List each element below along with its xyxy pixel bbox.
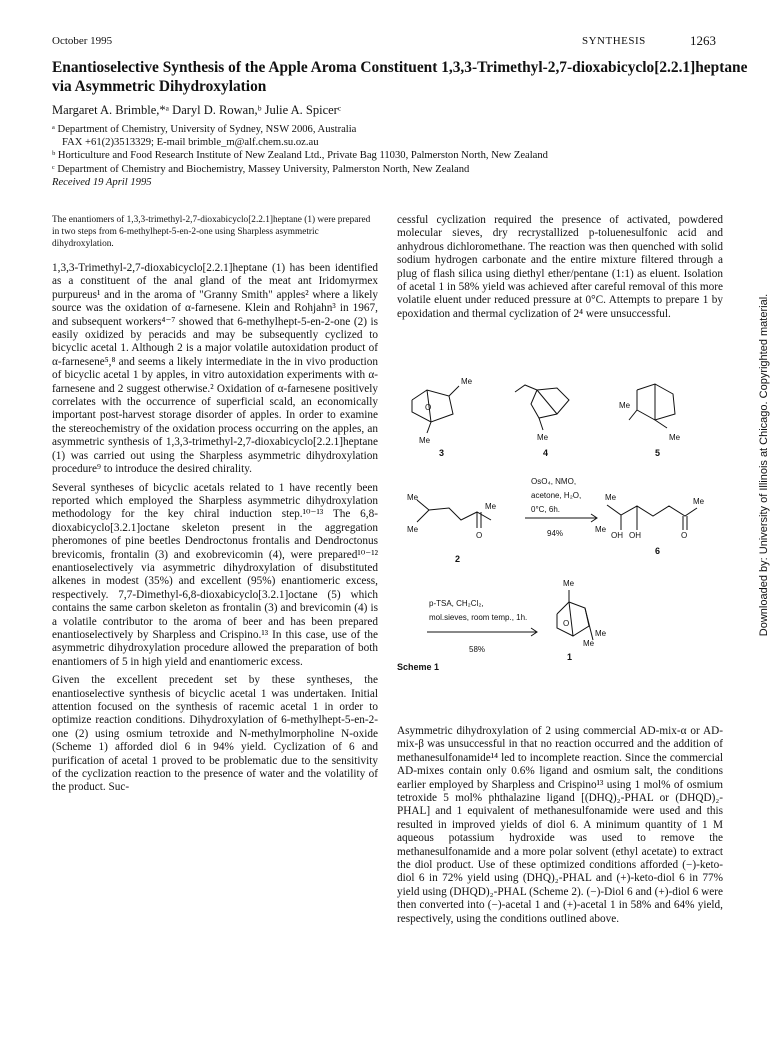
step1-reagents-3: 0°C, 6h. bbox=[531, 505, 560, 514]
step2-yield: 58% bbox=[469, 645, 486, 654]
affiliation-contact: FAX +61(2)3513329; E-mail brimble_m@alf.chem.su.oz.au bbox=[62, 137, 319, 149]
compound-number-2: 2 bbox=[455, 554, 461, 564]
received-date: Received 19 April 1995 bbox=[52, 176, 152, 188]
compound-number-5: 5 bbox=[655, 448, 661, 458]
right-column-top bbox=[397, 214, 723, 326]
step2-reagents-2: mol.sieves, room temp., 1h. bbox=[429, 613, 528, 622]
right-column-bottom bbox=[397, 725, 723, 931]
label-me-1a: Me bbox=[563, 579, 575, 588]
label-o-6: O bbox=[681, 531, 688, 540]
header-date: October 1995 bbox=[52, 35, 113, 47]
structure-2 bbox=[417, 500, 491, 528]
label-me-6b: Me bbox=[595, 525, 607, 534]
download-watermark bbox=[756, 170, 772, 760]
paragraph-cyclization: cessful cyclization required the presence of activated, powdered molecular sieves, dry recrystallized p-toluenesulfonic acid and anhydrous dichloromethane. The reaction was then quenched with solid sodium hydrogen carbonate and the entire mixture filtered through a plug of flash silica using diethyl ether/pentane (1:1) as eluent. Isolation of acetal 1 in 58% yield was achieved after careful removal of this more volatile eluent under reduced pressure at 0°C. Attempts to prepare 1 by epoxidation and thermal cyclization of 2⁴ were unsuccessful. bbox=[397, 214, 723, 320]
affiliation-a: ᵃ Department of Chemistry, University of Sydney, NSW 2006, Australia bbox=[52, 124, 357, 135]
step1-yield: 94% bbox=[547, 529, 564, 538]
paragraph-given: Given the excellent precedent set by these syntheses, the enantioselective synthesis of bicyclic acetal 1 was undertaken. Initial attention focused on the synthesis of racemic acetal 1 in order to optimize reaction conditions. Dihydroxylation of 6-methylhept-5-en-2-one (2) using osmium tetroxide and N-methylmorpholine N-oxide (Scheme 1) afforded diol 6 in 94% yield. Cyclization of 6 and purification of acetal 1 proved to be problematic due to the sensitivity of the cyclization reaction to the presence of water and the volatility of the product. Suc- bbox=[52, 674, 378, 794]
label-o-2: O bbox=[476, 531, 483, 540]
paragraph-syntheses: Several syntheses of bicyclic acetals related to 1 have recently been reported which employed the Sharpless asymmetric dihydroxylation methodology for the key chiral induction step.¹⁰⁻¹³ The 6,8-dioxabicyclo[3.2.1]octane skeleton present in the aggregation pheromones of pine beetles Dendroctonus frontalis and Dendroctonus brevicomis, frontalin (3) and exobrevicomin (4), were prepared¹⁰⁻¹² enantioselectively via asymmetric dihydroxylation of disubstituted alkenes in modest (35%) and excellent (95%) enantiomeric excess, respectively. 7,7-Dimethyl-6,8-dioxabicyclo[3.2.1]octane (5) which contains the same carbon skeleton as frontalin (3) and brevicomin (4) is a volatile contributor to the aroma of beer and has been prepared enantioselectively by Sharpless and Crispino.¹³ In this case, use of the asymmetric dihydroxylation procedure allowed the preparation of both enantiomers of 5 in high yield and enantiomeric excess. bbox=[52, 481, 378, 668]
label-me-6a: Me bbox=[605, 493, 617, 502]
label-me-2c: Me bbox=[485, 502, 497, 511]
label-o-1: O bbox=[563, 619, 570, 628]
paragraph-intro: 1,3,3-Trimethyl-2,7-dioxabicyclo[2.2.1]heptane (1) has been identified as a constituent of the anal gland of the meat ant Iridomyrmex purpureus¹ and in the aroma of "Granny Smith" apples² where a likely source was the oxidation of α-farnesene. Klein and Rohjahn³ in 1967, and subsequent workers⁴⁻⁷ showed that 6-methylhept-5-en-2-one (2) is easily oxidized by peracids and may be subsequently cyclized to bicyclic acetal 1. Although 2 is a major volatile autoxidation product of α-farnesene⁵,⁸ and seems a likely intermediate in the in vivo production of bicyclic acetal 1 by apples, in vitro autoxidation experiments with α-farnesene and 2 suggest otherwise.² Oxidation of α-farnesene positively correlates with the occurrence of superficial scald, an economically important post-harvest storage disorder of apples. In order to examine the stereochemistry of the oxidation process occurring on the apples, an asymmetric synthesis of 1,3,3-trimethyl-2,7-dioxabicyclo[2.2.1]heptane (1) was carried out using the Sharpless asymmetric dihydroxylation procedure⁹ to introduce the desired chirality. bbox=[52, 262, 378, 476]
structure-5 bbox=[629, 384, 675, 428]
paragraph-asymmetric: Asymmetric dihydroxylation of 2 using commercial AD-mix-α or AD-mix-β was unsuccessful in that no reaction occurred and the addition of methanesulfonamide¹⁴ led to incomplete reaction. Since the commercial AD-mixes contain only 0.6% ligand and osmium salt, the conditions earlier employed by Sharpless and Crispino¹³ using 1 mol% of osmium tetroxide 5 mol% phthalazine ligand [(DHQ)₂-PHAL or (DHQD)₂-PHAL] and 1 equivalent of methanesulfonamide were used and this resulted in improved yields of diol 6. A minimum quantity of 1 M aqueous potassium hydroxide was used to remove the methanesulfonamide and a more polar solvent (ethyl acetate) to extract the diol product. Use of these optimized conditions afforded (−)-keto-diol 6 in 72% yield using (DHQ)₂-PHAL and (+)-keto-diol 6 in 77% yield using (DHQD)₂-PHAL (Scheme 2). (−)-Diol 6 and (+)-diol 6 were then converted into (−)-acetal 1 and (+)-acetal 1 in 58% and 64% yield, respectively, using the conditions outlined above. bbox=[397, 725, 723, 925]
compound-number-6: 6 bbox=[655, 546, 661, 556]
step1-reagents-2: acetone, H₂O, bbox=[531, 491, 582, 500]
arrow-step-1 bbox=[525, 514, 597, 522]
authors: Margaret A. Brimble,*ᵃ Daryl D. Rowan,ᵇ Julie A. Spicerᶜ bbox=[52, 103, 342, 117]
structure-3 bbox=[412, 386, 459, 433]
abstract: The enantiomers of 1,3,3-trimethyl-2,7-dioxabicyclo[2.2.1]heptane (1) were prepared in two steps from 6-methylhept-5-en-2-one using Sharpless asymmetric dihydroxylation. bbox=[52, 215, 371, 249]
affiliation-b: ᵇ Horticulture and Food Research Institute of New Zealand Ltd., Private Bag 11030, Palmerston North, New Zealand bbox=[52, 150, 548, 162]
label-me-3a: Me bbox=[461, 377, 473, 386]
compound-number-4: 4 bbox=[543, 448, 549, 458]
label-me-5b: Me bbox=[669, 433, 681, 442]
header-journal: SYNTHESIS bbox=[582, 35, 646, 47]
step2-reagents-1: p-TSA, CH₂Cl₂, bbox=[429, 599, 484, 608]
label-me-2a: Me bbox=[407, 493, 419, 502]
scheme-1 bbox=[397, 370, 727, 715]
label-me-4: Me bbox=[537, 433, 549, 442]
scheme-1-drawing bbox=[397, 370, 727, 715]
label-oh-6b: OH bbox=[629, 531, 641, 540]
label-oh-6a: OH bbox=[611, 531, 623, 540]
affiliation-c: ᶜ Department of Chemistry and Biochemistry, Massey University, Palmerston North, New Zealand bbox=[52, 163, 470, 175]
step1-reagents-1: OsO₄, NMO, bbox=[531, 477, 577, 486]
article-title: Enantioselective Synthesis of the Apple Aroma Constituent 1,3,3-Trimethyl-2,7-dioxabicyclo[2.2.1]heptane via Asymmetric Dihydroxylation bbox=[52, 59, 748, 95]
label-me-1b: Me bbox=[595, 629, 607, 638]
label-me-3b: Me bbox=[419, 436, 431, 445]
label-me-2b: Me bbox=[407, 525, 419, 534]
label-me-6c: Me bbox=[693, 497, 705, 506]
left-column bbox=[52, 262, 378, 800]
header-page-number: 1263 bbox=[690, 33, 716, 48]
label-me-5a: Me bbox=[619, 401, 631, 410]
structure-1 bbox=[557, 590, 593, 640]
structure-4 bbox=[515, 385, 569, 430]
label-o-3: O bbox=[425, 403, 432, 412]
label-me-1c: Me bbox=[583, 639, 595, 648]
structure-6 bbox=[607, 505, 697, 530]
compound-number-1: 1 bbox=[567, 652, 573, 662]
compound-number-3: 3 bbox=[439, 448, 445, 458]
download-watermark-text: Downloaded by: University of Illinois at Chicago. Copyrighted material. bbox=[758, 293, 770, 637]
affiliations bbox=[52, 123, 762, 189]
arrow-step-2 bbox=[427, 628, 537, 636]
scheme-label: Scheme 1 bbox=[397, 662, 440, 672]
